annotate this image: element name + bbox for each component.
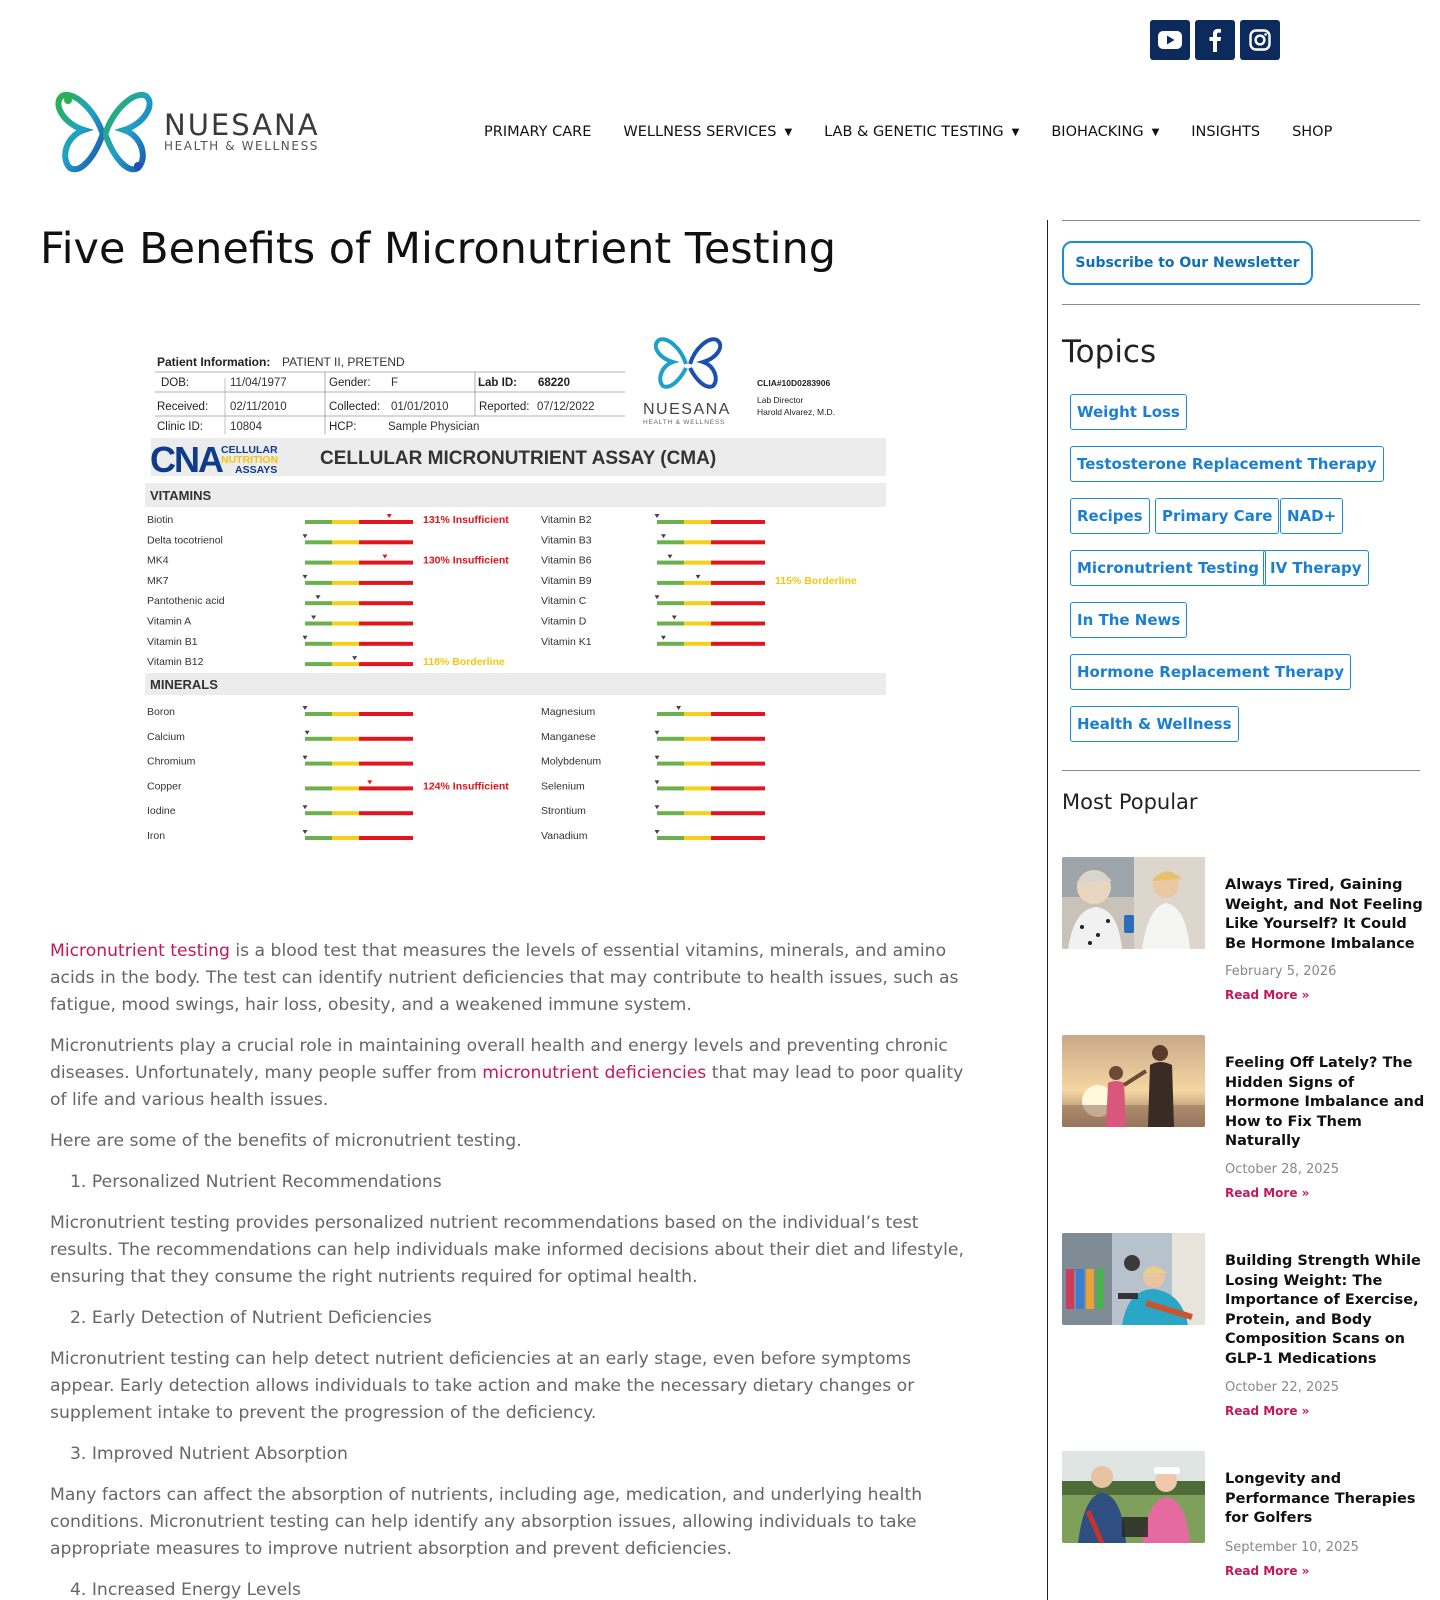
assay-row-label: Vitamin B9	[541, 574, 592, 587]
butterfly-logo-icon	[54, 88, 154, 174]
post-title-link[interactable]: Always Tired, Gaining Weight, and Not Feeling Like Yourself? It Could Be Hormone Imbalance	[1225, 877, 1423, 952]
assay-title: CELLULAR MICRONUTRIENT ASSAY (CMA)	[320, 448, 717, 469]
assay-bar-green	[305, 581, 332, 585]
article-paragraph: Micronutrient testing provides personalized nutrient recommendations based on the individual’s test results. The recommendations can help individuals make informed decisions about their diet and lifestyle, ensuring that they consume the right nutrients required for optimal health.	[50, 1213, 964, 1287]
collected-label: Collected:	[329, 401, 381, 413]
assay-row-label: Calcium	[147, 730, 185, 743]
assay-bar-red	[359, 662, 413, 666]
assay-bar-yellow	[684, 737, 711, 741]
assay-bar-red	[359, 811, 413, 815]
assay-bar-green	[305, 561, 332, 565]
assay-marker	[661, 636, 666, 640]
assay-marker	[661, 534, 666, 538]
assay-marker	[696, 575, 701, 579]
main-nav	[484, 124, 1364, 140]
assay-bar-yellow	[684, 540, 711, 544]
cna-line-3: ASSAYS	[235, 464, 278, 476]
assay-bar-green	[305, 601, 332, 605]
read-more-link[interactable]: Read More »	[1225, 988, 1310, 1002]
topic-in-the-news[interactable]: In The News	[1070, 602, 1187, 638]
subscribe-newsletter-button[interactable]: Subscribe to Our Newsletter	[1062, 241, 1313, 285]
assay-marker	[303, 636, 308, 640]
report-brand: NUESANA	[643, 401, 731, 418]
gender-value: F	[391, 377, 399, 389]
assay-row-label: Biotin	[147, 514, 174, 526]
assay-row-label: Vitamin B12	[147, 656, 204, 669]
assay-bar-green	[657, 601, 684, 605]
nav-label: INSIGHTS	[1191, 124, 1261, 140]
assay-bar-red	[359, 520, 413, 524]
minerals-header: MINERALS	[150, 677, 218, 692]
assay-row-label: Selenium	[541, 780, 585, 793]
post-thumbnail[interactable]	[1062, 1233, 1205, 1325]
assay-bar-red	[359, 622, 413, 626]
assay-marker	[367, 780, 372, 784]
assay-bar-yellow	[332, 601, 359, 605]
paragraph-text: is a blood test that measures the levels of essential vitamins, minerals, and amino acids in the body. The test can identify nutrient deficiencies that may contribute to health issues, such as fatigue, mood swings, hair loss, obesity, and a weakened immune system.	[50, 941, 959, 1015]
caret-down-icon: ▼	[1151, 126, 1160, 138]
assay-marker	[303, 805, 308, 809]
assay-bar-red	[711, 737, 765, 741]
assay-bar-yellow	[684, 836, 711, 840]
clinic-label: Clinic ID:	[157, 421, 204, 433]
received-label: Received:	[157, 401, 209, 413]
assay-marker	[672, 616, 677, 620]
assay-bar-red	[711, 601, 765, 605]
report-logo	[643, 339, 731, 426]
article-body	[50, 938, 970, 1600]
assay-row-note: 131% Insufficient	[423, 514, 509, 526]
assay-bar-red	[359, 712, 413, 716]
assay-marker	[667, 555, 672, 559]
topic-weight-loss[interactable]: Weight Loss	[1070, 394, 1187, 430]
topic-nad-plus[interactable]: NAD+	[1280, 498, 1343, 534]
nav-insights[interactable]	[1191, 124, 1260, 140]
read-more-link[interactable]: Read More »	[1225, 1564, 1310, 1578]
post-title-link[interactable]: Longevity and Performance Therapies for Golfers	[1225, 1471, 1416, 1526]
post-thumbnail[interactable]	[1062, 1035, 1205, 1127]
post-thumbnail-image	[1062, 1451, 1205, 1543]
dob-value: 11/04/1977	[230, 377, 287, 389]
assay-row-label: Pantothenic acid	[147, 595, 225, 608]
assay-bar-red	[359, 762, 413, 766]
assay-row-label: Iodine	[147, 805, 176, 818]
reported-label: Reported:	[479, 401, 530, 413]
assay-bar-red	[359, 601, 413, 605]
assay-row-label: Chromium	[147, 755, 196, 768]
read-more-link[interactable]: Read More »	[1225, 1186, 1310, 1200]
vitamins-header: VITAMINS	[150, 488, 212, 503]
assay-bar-yellow	[332, 786, 359, 790]
assay-bar-red	[711, 762, 765, 766]
assay-row-label: Vitamin B6	[541, 554, 592, 567]
divider	[1062, 220, 1420, 221]
nav-label: LAB & GENETIC TESTING	[824, 124, 1004, 140]
sidebar-divider	[1047, 220, 1048, 1600]
assay-marker	[655, 756, 660, 760]
topic-hormone-replacement-therapy[interactable]: Hormone Replacement Therapy	[1070, 654, 1351, 690]
topic-micronutrient-testing[interactable]: Micronutrient Testing	[1070, 550, 1266, 586]
assay-bar-red	[711, 786, 765, 790]
assay-row-label: MK7	[147, 574, 169, 587]
brand-tagline: HEALTH & WELLNESS	[164, 139, 319, 153]
assay-bar-green	[657, 642, 684, 646]
post-thumbnail[interactable]	[1062, 857, 1205, 949]
assay-row-label: Vitamin K1	[541, 635, 592, 648]
nav-wellness-services[interactable]	[623, 124, 792, 140]
assay-bar-yellow	[684, 712, 711, 716]
assay-row-note: 130% Insufficient	[423, 554, 509, 567]
post-thumbnail[interactable]	[1062, 1451, 1205, 1543]
assay-bar-yellow	[684, 622, 711, 626]
report-tagline: HEALTH & WELLNESS	[643, 419, 726, 426]
assay-bar-yellow	[332, 642, 359, 646]
reported-value: 07/12/2022	[537, 401, 595, 413]
labid-label: Lab ID:	[478, 377, 517, 389]
assay-bar-green	[657, 622, 684, 626]
topic-health-wellness[interactable]: Health & Wellness	[1070, 706, 1239, 742]
assay-bar-yellow	[684, 520, 711, 524]
assay-bar-yellow	[684, 811, 711, 815]
assay-bar-yellow	[332, 561, 359, 565]
assay-bar-green	[305, 737, 332, 741]
article-paragraph	[50, 1033, 970, 1114]
assay-marker	[305, 731, 310, 735]
assay-row-label: Delta tocotrienol	[147, 534, 223, 547]
article-paragraph: Many factors can affect the absorption of nutrients, including age, medication, and underlying health conditions. Micronutrient testing can help identify any absorption issues, allowing individuals to take appropriate measures to improve nutrient absorption and prevent deficiencies.	[50, 1485, 923, 1559]
assay-bar-red	[359, 737, 413, 741]
topic-primary-care[interactable]: Primary Care	[1155, 498, 1279, 534]
assay-bar-green	[657, 581, 684, 585]
divider	[1062, 770, 1420, 771]
assay-marker	[655, 514, 660, 518]
micronutrient-testing-link[interactable]: Micronutrient testing	[50, 941, 230, 961]
assay-row-label: Vitamin C	[541, 595, 587, 608]
assay-marker	[655, 830, 660, 834]
labid-value: 68220	[538, 377, 570, 389]
lab-director-name: Harold Alvarez, M.D.	[757, 407, 835, 417]
assay-bar-yellow	[332, 811, 359, 815]
gender-label: Gender:	[329, 377, 371, 389]
assay-bar-green	[657, 762, 684, 766]
assay-bar-yellow	[332, 836, 359, 840]
assay-bar-green	[305, 622, 332, 626]
assay-marker	[352, 656, 357, 660]
collected-value: 01/01/2010	[391, 401, 449, 413]
assay-bar-yellow	[332, 737, 359, 741]
post-title-link[interactable]: Feeling Off Lately? The Hidden Signs of Hormone Imbalance and How to Fix Them Naturally	[1225, 1055, 1425, 1149]
paragraph-text: that may lead to poor quality of life and various health issues.	[50, 1063, 964, 1110]
assay-bar-green	[305, 786, 332, 790]
caret-down-icon: ▼	[1011, 126, 1020, 138]
assay-bar-green	[657, 561, 684, 565]
nav-biohacking[interactable]	[1051, 124, 1159, 140]
nav-lab-genetic-testing[interactable]	[824, 124, 1019, 140]
assay-row-label: Vitamin B2	[541, 514, 592, 526]
hcp-value: Sample Physician	[388, 421, 480, 433]
read-more-link[interactable]: Read More »	[1225, 1404, 1310, 1418]
patient-info-label: Patient Information:	[157, 355, 271, 369]
page-title: Five Benefits of Micronutrient Testing	[40, 224, 837, 274]
assay-row-note: 118% Borderline	[423, 656, 505, 669]
nav-label: SHOP	[1292, 124, 1333, 140]
assay-bar-yellow	[332, 762, 359, 766]
assay-bar-yellow	[684, 786, 711, 790]
lab-director-label: Lab Director	[757, 395, 804, 405]
assay-bar-red	[359, 836, 413, 840]
assay-marker	[655, 780, 660, 784]
post-thumbnail-image	[1062, 1035, 1205, 1127]
assay-row-label: Magnesium	[541, 706, 596, 718]
assay-bar-green	[305, 836, 332, 840]
instagram-icon	[1249, 29, 1271, 51]
assay-bar-green	[657, 520, 684, 524]
list-item: 1. Personalized Nutrient Recommendations	[70, 1172, 442, 1192]
patient-name: PATIENT II, PRETEND	[282, 355, 405, 369]
assay-marker	[382, 555, 387, 559]
assay-marker	[676, 706, 681, 710]
list-item: 2. Early Detection of Nutrient Deficiencies	[70, 1308, 432, 1328]
nav-label: WELLNESS SERVICES	[623, 124, 777, 140]
site-logo[interactable]	[54, 88, 320, 174]
instagram-link[interactable]	[1240, 20, 1280, 60]
nav-shop[interactable]	[1292, 124, 1332, 140]
post-date: October 22, 2025	[1225, 1380, 1340, 1395]
assay-marker	[303, 706, 308, 710]
assay-bar-red	[711, 712, 765, 716]
article-paragraph: Here are some of the benefits of micronutrient testing.	[50, 1131, 522, 1151]
nav-label: BIOHACKING	[1051, 124, 1144, 140]
assay-marker	[303, 756, 308, 760]
assay-bar-red	[711, 811, 765, 815]
assay-row-label: Strontium	[541, 805, 586, 818]
assay-marker	[655, 595, 660, 599]
assay-bar-yellow	[332, 581, 359, 585]
assay-bar-green	[305, 642, 332, 646]
list-item: 4. Increased Energy Levels	[70, 1580, 301, 1600]
post-date: February 5, 2026	[1225, 964, 1337, 979]
cma-report-svg	[145, 322, 905, 862]
assay-bar-yellow	[684, 601, 711, 605]
assay-bar-yellow	[684, 642, 711, 646]
assay-bar-green	[305, 811, 332, 815]
assay-bar-yellow	[332, 520, 359, 524]
post-date: September 10, 2025	[1225, 1540, 1359, 1555]
assay-marker	[387, 514, 392, 518]
assay-bar-red	[711, 622, 765, 626]
cna-logo: CNA	[150, 439, 222, 480]
post-title-link[interactable]: Building Strength While Losing Weight: The Importance of Exercise, Protein, and Body Composition Scans on GLP-1 Medications	[1225, 1253, 1421, 1367]
divider	[1062, 304, 1420, 305]
clia-number: CLIA#10D0283906	[757, 378, 831, 388]
assay-marker	[311, 616, 316, 620]
dob-label: DOB:	[161, 377, 190, 389]
assay-row-label: Vitamin D	[541, 615, 587, 628]
assay-row-note: 124% Insufficient	[423, 780, 509, 793]
assay-bar-red	[359, 786, 413, 790]
post-date: October 28, 2025	[1225, 1162, 1340, 1177]
assay-row-label: Manganese	[541, 730, 596, 743]
assay-row-label: MK4	[147, 554, 169, 567]
assay-bar-yellow	[332, 662, 359, 666]
assay-bar-green	[657, 811, 684, 815]
paragraph-text: Micronutrients play a crucial role in maintaining overall health and energy levels and preventing chronic diseases. Unfortunately, many people suffer from	[50, 1036, 948, 1083]
assay-bar-red	[359, 561, 413, 565]
assay-bar-green	[657, 540, 684, 544]
nav-label: PRIMARY CARE	[484, 124, 592, 140]
assay-bar-red	[359, 642, 413, 646]
assay-row-label: Iron	[147, 830, 166, 842]
assay-row-label: Vitamin B3	[541, 534, 592, 547]
assay-bar-yellow	[684, 762, 711, 766]
assay-bar-yellow	[332, 712, 359, 716]
youtube-icon	[1158, 31, 1182, 49]
most-popular-heading: Most Popular	[1062, 790, 1198, 814]
post-thumbnail-image	[1062, 857, 1205, 949]
assay-bar-red	[711, 581, 765, 585]
nav-primary-care[interactable]	[484, 124, 591, 140]
assay-row-note: 115% Borderline	[775, 574, 857, 587]
assay-bar-yellow	[684, 581, 711, 585]
assay-marker	[655, 731, 660, 735]
received-value: 02/11/2010	[230, 401, 287, 413]
cna-line-1: CELLULAR	[221, 444, 278, 456]
assay-bar-red	[711, 561, 765, 565]
assay-row-label: Vanadium	[541, 830, 588, 842]
clinic-value: 10804	[230, 421, 262, 433]
assay-marker	[315, 595, 320, 599]
youtube-link[interactable]	[1150, 20, 1190, 60]
assay-bar-green	[657, 836, 684, 840]
assay-bar-green	[657, 737, 684, 741]
post-thumbnail-image	[1062, 1233, 1205, 1325]
assay-bar-red	[359, 540, 413, 544]
assay-bar-green	[305, 662, 332, 666]
assay-row-label: Vitamin B1	[147, 635, 198, 648]
assay-bar-red	[359, 581, 413, 585]
facebook-icon	[1208, 28, 1222, 52]
assay-bar-green	[305, 712, 332, 716]
topics-heading: Topics	[1062, 334, 1157, 370]
assay-marker	[303, 575, 308, 579]
article-paragraph: Micronutrient testing can help detect nutrient deficiencies at an early stage, even before symptoms appear. Early detection allows individuals to take action and make the necessary dietary changes or supplement intake to prevent the progression of the deficiency.	[50, 1349, 915, 1423]
assay-row-label: Boron	[147, 706, 176, 718]
facebook-link[interactable]	[1195, 20, 1235, 60]
brand-name: NUESANA	[164, 108, 320, 142]
social-links	[1150, 20, 1280, 60]
topic-recipes[interactable]: Recipes	[1070, 498, 1150, 534]
micronutrient-deficiencies-link[interactable]: micronutrient deficiencies	[482, 1063, 707, 1083]
assay-marker	[655, 805, 660, 809]
hcp-label: HCP:	[329, 421, 357, 433]
assay-marker	[303, 830, 308, 834]
assay-bar-yellow	[332, 540, 359, 544]
assay-marker	[303, 534, 308, 538]
assay-bar-green	[305, 762, 332, 766]
assay-bar-green	[657, 712, 684, 716]
topic-iv-therapy[interactable]: IV Therapy	[1263, 550, 1369, 586]
cna-line-2: NUTRITION	[221, 454, 279, 466]
assay-bar-green	[305, 540, 332, 544]
caret-down-icon: ▼	[784, 126, 793, 138]
assay-row-label: Vitamin A	[147, 615, 192, 628]
topic-testosterone-replacement-therapy[interactable]: Testosterone Replacement Therapy	[1070, 446, 1384, 482]
assay-bar-green	[305, 520, 332, 524]
assay-bar-green	[657, 786, 684, 790]
assay-bar-red	[711, 520, 765, 524]
assay-bar-red	[711, 836, 765, 840]
article-paragraph	[50, 938, 970, 1019]
assay-bar-red	[711, 540, 765, 544]
assay-row-label: Copper	[147, 780, 182, 793]
assay-bar-red	[711, 642, 765, 646]
cma-report-image	[145, 322, 905, 862]
assay-bar-yellow	[332, 622, 359, 626]
assay-row-label: Molybdenum	[541, 755, 602, 768]
list-item: 3. Improved Nutrient Absorption	[70, 1444, 348, 1464]
assay-bar-yellow	[684, 561, 711, 565]
